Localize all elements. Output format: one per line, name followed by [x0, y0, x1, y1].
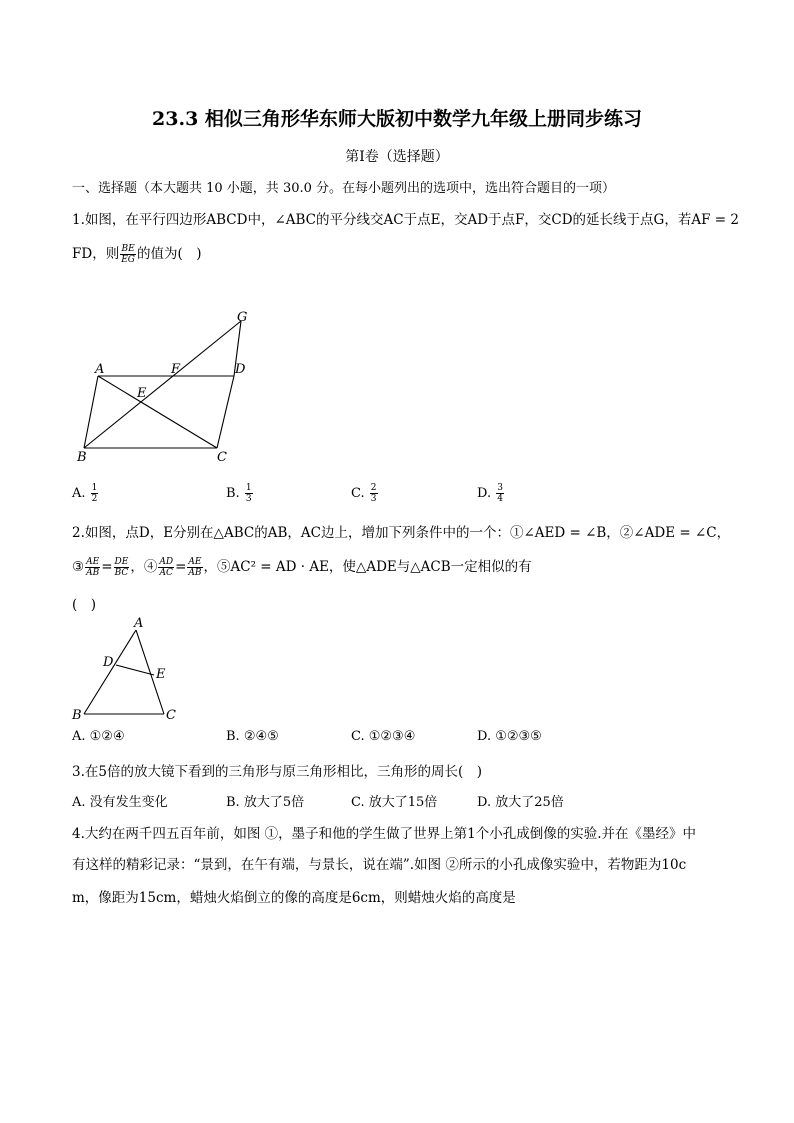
page-title: 23.3 相似三角形华东师大版初中数学九年级上册同步练习 — [152, 108, 642, 130]
q2-edge-ab — [84, 630, 136, 714]
q1-option-b[interactable] — [226, 483, 254, 504]
q2-option-c[interactable]: C. ①②③④ — [351, 729, 416, 744]
q1-option-d-letter: D. — [477, 486, 492, 501]
q1-option-b-num: 1 — [245, 483, 252, 493]
q1-fraction — [120, 244, 136, 265]
q1-diagonal-ac — [98, 376, 217, 448]
q3-option-a[interactable]: A. 没有发生变化 — [72, 795, 168, 810]
q2-c3-fraction2 — [114, 557, 130, 578]
q3-option-d[interactable]: D. 放大了25倍 — [477, 795, 564, 810]
q2-option-a[interactable]: A. ①②④ — [72, 729, 125, 744]
q2-c4-f1-num: AD — [159, 557, 174, 567]
section-subtitle: 第I卷（选择题） — [345, 149, 449, 165]
q1-option-a-num: 1 — [91, 483, 98, 493]
q1-edge-dc — [217, 376, 234, 448]
q2-option-d[interactable]: D. ①②③⑤ — [477, 729, 542, 744]
q1-label-g: G — [237, 310, 248, 325]
q1-option-a[interactable] — [72, 483, 99, 504]
q2-condition4-mark: ，④ — [130, 559, 158, 575]
q2-stem-rest: ，⑤AC² = AD · AE，使△ADE与△ACB一定相似的有 — [203, 559, 532, 575]
q2-label-c: C — [166, 708, 176, 723]
q1-fraction-den: EG — [121, 255, 135, 265]
q1-option-a-letter: A. — [72, 486, 86, 501]
q1-label-d: D — [235, 362, 246, 377]
q2-stem-line2 — [72, 555, 532, 578]
q1-option-d-den: 4 — [497, 494, 503, 504]
q2-c4-equals: = — [175, 559, 187, 575]
q1-fraction-num: BE — [121, 244, 135, 254]
q1-stem-pre: FD，则 — [72, 246, 120, 262]
q1-bisector-bg — [84, 321, 241, 448]
q2-stem-line3: ( ) — [72, 597, 97, 613]
q2-c3-equals: = — [101, 559, 113, 575]
q2-c4-f1-den: AC — [159, 568, 173, 578]
q1-stem-post: 的值为( ) — [136, 246, 202, 262]
q4-stem-line1: 4.大约在两千四五百年前，如图 ①，墨子和他的学生做了世界上第1个小孔成倒像的实验.并在《墨经》中 — [72, 826, 697, 842]
q1-option-d-num: 3 — [497, 483, 503, 493]
q4-stem-line3: m，像距为15cm，蜡烛火焰倒立的像的高度是6cm，则蜡烛火焰的高度是 — [72, 890, 516, 906]
q2-condition3-mark: ③ — [72, 559, 85, 575]
q2-label-e: E — [156, 667, 166, 682]
q2-c3-f2-num: DE — [114, 557, 129, 567]
q1-option-c[interactable] — [351, 483, 379, 504]
q1-option-a-fraction — [91, 483, 99, 504]
q4-stem-line2: 有这样的精彩记录：“景到，在午有端，与景长，说在端”.如图 ②所示的小孔成像实验中，若物距为10c — [72, 857, 687, 873]
q2-option-b[interactable]: B. ②④⑤ — [226, 729, 279, 744]
q3-stem: 3.在5倍的放大镜下看到的三角形与原三角形相比，三角形的周长( ) — [72, 764, 483, 780]
q2-stem-line1: 2.如图，点D，E分别在△ABC的AB，AC边上，增加下列条件中的一个：①∠AED = ∠B，②∠ADE = ∠C， — [72, 525, 731, 541]
q2-figure-triangle — [68, 612, 188, 724]
q1-option-c-letter: C. — [351, 486, 365, 501]
q1-label-f: F — [171, 362, 181, 377]
q2-c4-fraction2 — [187, 557, 202, 578]
q1-label-a: A — [95, 362, 105, 377]
q1-label-e: E — [137, 386, 147, 401]
q1-option-d-fraction — [496, 483, 504, 504]
q2-c3-fraction1 — [85, 557, 100, 578]
q1-label-c: C — [217, 450, 227, 465]
q2-c4-fraction1 — [158, 557, 174, 578]
q1-option-c-fraction — [370, 483, 378, 504]
q1-stem-line1: 1.如图，在平行四边形ABCD中，∠ABC的平分线交AC于点E，交AD于点F，交CD的延长线于点G，若AF = 2 — [72, 212, 739, 228]
q1-option-c-den: 3 — [370, 494, 377, 504]
q1-option-c-num: 2 — [370, 483, 377, 493]
q2-label-b: B — [72, 708, 82, 723]
q1-option-b-fraction — [245, 483, 253, 504]
q2-c3-f1-num: AE — [86, 557, 100, 567]
q1-figure-parallelogram — [70, 305, 260, 465]
q2-c4-f2-num: AE — [188, 557, 202, 567]
q1-edge-ba — [84, 376, 98, 448]
q2-label-d: D — [103, 655, 114, 670]
q1-option-b-letter: B. — [226, 486, 240, 501]
section-header: 一、选择题（本大题共 10 小题，共 30.0 分。在每小题列出的选项中，选出符合题目的一项） — [72, 181, 616, 196]
q1-stem-line2 — [72, 242, 202, 265]
q1-label-b: B — [77, 450, 87, 465]
q2-c3-f1-den: AB — [86, 568, 100, 578]
q3-option-b[interactable]: B. 放大了5倍 — [226, 795, 305, 810]
q1-option-b-den: 3 — [245, 494, 252, 504]
q2-c4-f2-den: AB — [188, 568, 202, 578]
q2-label-a: A — [134, 616, 144, 631]
q1-option-d[interactable] — [477, 483, 505, 504]
q3-option-c[interactable]: C. 放大了15倍 — [351, 795, 438, 810]
q1-option-a-den: 2 — [91, 494, 98, 504]
q2-c3-f2-den: BC — [114, 568, 129, 578]
